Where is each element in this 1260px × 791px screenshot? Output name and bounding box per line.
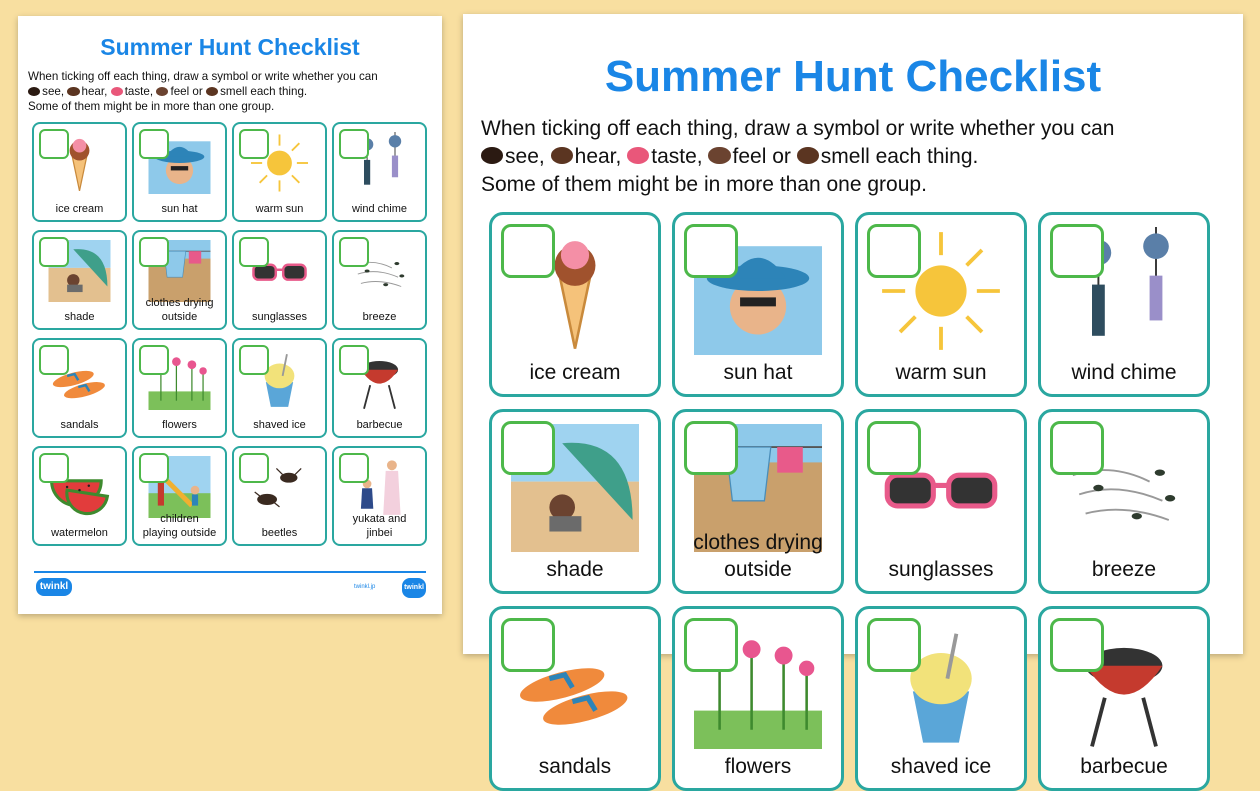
checklist-item [332, 230, 427, 330]
item-label: barbecue [356, 419, 403, 431]
item-label: sunglasses [888, 558, 994, 581]
item-label: yukata and jinbei [352, 513, 407, 539]
item-label: clothes drying outside [145, 297, 214, 323]
checkbox[interactable] [39, 453, 69, 483]
footer-divider [34, 571, 426, 573]
tongue-icon [111, 87, 123, 96]
checkbox[interactable] [139, 453, 169, 483]
checkbox[interactable] [339, 453, 369, 483]
checklist-item [672, 409, 844, 594]
checklist-item [232, 446, 327, 546]
checklist-grid [32, 122, 427, 546]
instructions-line-1: When ticking off each thing, draw a symbol or write whether you can [28, 70, 378, 83]
worksheet-title: Summer Hunt Checklist [100, 34, 360, 60]
instructions-line-1: When ticking off each thing, draw a symbol or write whether you can [481, 117, 1115, 140]
checklist-item [332, 446, 427, 546]
item-label: shade [546, 558, 604, 581]
item-label: shade [64, 311, 95, 323]
eye-icon [481, 147, 503, 164]
nose-icon [206, 87, 218, 96]
sense-label: feel or [732, 145, 791, 168]
checkbox[interactable] [1050, 421, 1104, 475]
checkbox[interactable] [239, 129, 269, 159]
item-label: sunglasses [251, 311, 308, 323]
checkbox[interactable] [501, 224, 555, 278]
item-label: flowers [724, 755, 792, 778]
checklist-item [232, 122, 327, 222]
nose-icon [797, 147, 819, 164]
checkbox[interactable] [684, 618, 738, 672]
checkbox[interactable] [684, 224, 738, 278]
checkbox[interactable] [339, 345, 369, 375]
item-label: shaved ice [253, 419, 306, 431]
checklist-item [672, 212, 844, 397]
checkbox[interactable] [684, 421, 738, 475]
checkbox[interactable] [39, 237, 69, 267]
senses-line [28, 84, 438, 99]
hand-icon [708, 147, 730, 164]
checkbox[interactable] [139, 237, 169, 267]
checkbox[interactable] [339, 237, 369, 267]
sense-label: see, [505, 145, 545, 168]
ear-icon [67, 87, 79, 96]
worksheet-instructions [481, 115, 1221, 199]
checklist-item [232, 230, 327, 330]
twinkl-badge: twinkl [402, 578, 426, 598]
hand-icon [156, 87, 168, 96]
sense-label: taste, [124, 85, 154, 98]
checkbox[interactable] [867, 618, 921, 672]
checklist-item [489, 212, 661, 397]
sense-label: taste, [651, 145, 703, 168]
checklist-item [32, 230, 127, 330]
checklist-item [855, 606, 1027, 791]
checklist-item [1038, 606, 1210, 791]
checkbox[interactable] [501, 421, 555, 475]
checklist-item [132, 122, 227, 222]
checklist-item [855, 212, 1027, 397]
item-label: clothes drying outside [693, 531, 823, 581]
checkbox[interactable] [1050, 618, 1104, 672]
checkbox[interactable] [239, 237, 269, 267]
checklist-item [132, 230, 227, 330]
checkbox[interactable] [139, 129, 169, 159]
checklist-item [132, 338, 227, 438]
item-label: ice cream [529, 361, 621, 384]
footer-url: twinkl.jp [354, 584, 376, 590]
eye-icon [28, 87, 40, 96]
checkbox[interactable] [39, 345, 69, 375]
item-label: wind chime [1071, 361, 1177, 384]
checkbox[interactable] [867, 421, 921, 475]
sense-label: hear, [574, 145, 622, 168]
item-label: wind chime [351, 203, 408, 215]
item-label: breeze [362, 311, 397, 323]
checklist-item [1038, 212, 1210, 397]
checkbox[interactable] [39, 129, 69, 159]
item-label: warm sun [255, 203, 304, 215]
worksheet-preview-small [18, 16, 442, 614]
item-label: shaved ice [890, 755, 992, 778]
senses-line [481, 143, 1221, 171]
item-label: sun hat [723, 361, 793, 384]
item-label: sandals [60, 419, 99, 431]
checklist-item [332, 122, 427, 222]
checklist-item [672, 606, 844, 791]
checkbox[interactable] [239, 453, 269, 483]
item-label: sun hat [161, 203, 198, 215]
twinkl-logo: twinkl [36, 578, 72, 596]
checklist-item [132, 446, 227, 546]
sense-label: see, [42, 85, 65, 98]
sense-label: smell each thing. [220, 85, 308, 98]
item-label: flowers [162, 419, 197, 431]
item-label: barbecue [1080, 755, 1168, 778]
sense-label: smell each thing. [820, 145, 979, 168]
checkbox[interactable] [139, 345, 169, 375]
checklist-item [32, 338, 127, 438]
checklist-item [32, 122, 127, 222]
checklist-item [232, 338, 327, 438]
item-label: watermelon [51, 527, 108, 539]
tongue-icon [627, 147, 649, 164]
sense-label: hear, [81, 85, 108, 98]
checklist-item [332, 338, 427, 438]
checklist-item [855, 409, 1027, 594]
item-label: children playing outside [142, 513, 217, 539]
worksheet-preview-large [463, 14, 1243, 778]
worksheet-title: Summer Hunt Checklist [604, 52, 1102, 101]
checklist-item [32, 446, 127, 546]
item-label: ice cream [55, 203, 104, 215]
item-label: beetles [261, 527, 298, 539]
instructions-line-3: Some of them might be in more than one group. [28, 100, 275, 113]
item-label: breeze [1091, 558, 1157, 581]
item-label: sandals [538, 755, 612, 778]
checkbox[interactable] [501, 618, 555, 672]
checkbox[interactable] [339, 129, 369, 159]
ear-icon [551, 147, 573, 164]
checkbox[interactable] [1050, 224, 1104, 278]
checkbox[interactable] [239, 345, 269, 375]
checklist-item [1038, 409, 1210, 594]
checklist-item [489, 606, 661, 791]
checkbox[interactable] [867, 224, 921, 278]
item-label: warm sun [895, 361, 987, 384]
checklist-grid [489, 212, 1210, 791]
instructions-line-3: Some of them might be in more than one group. [481, 173, 927, 196]
worksheet-instructions [28, 69, 438, 114]
checklist-item [489, 409, 661, 594]
sense-label: feel or [170, 85, 203, 98]
